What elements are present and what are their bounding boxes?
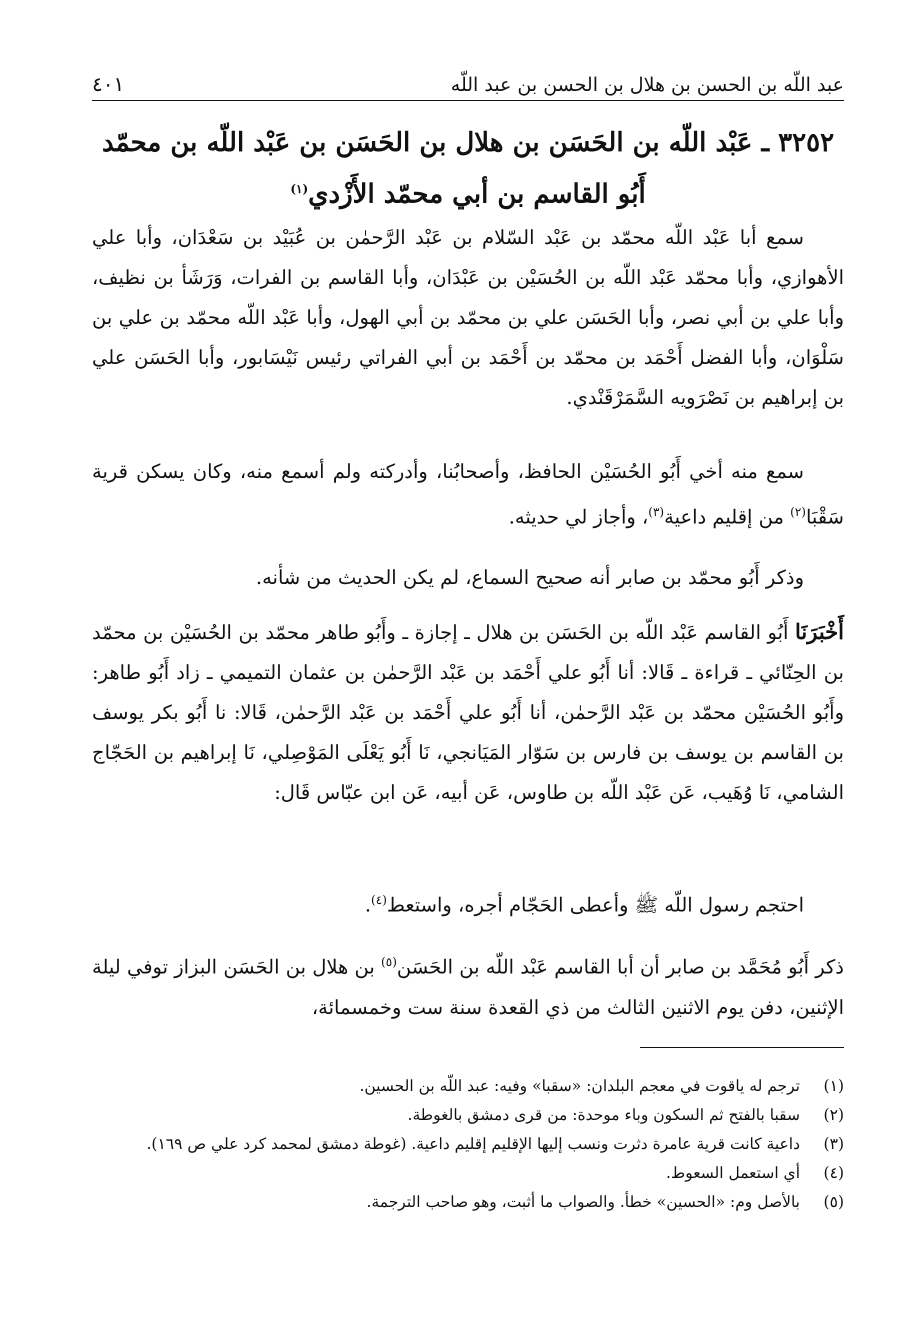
footnote-number: (٥): [823, 1193, 844, 1211]
footnote-text: ترجم له ياقوت في معجم البلدان: «سقبا» وفيه: عبد اللّه بن الحسين.: [359, 1077, 800, 1095]
paragraph-hadith: [92, 880, 844, 926]
footnote-text: أي استعمل السعوط.: [665, 1164, 800, 1182]
footnote-text: بالأصل وم: «الحسين» خطأ. والصواب ما أثبت، وهو صاحب الترجمة.: [366, 1193, 800, 1211]
footnote-number: (١): [823, 1077, 844, 1095]
paragraph-students: [92, 452, 844, 538]
paragraph-isnad: [92, 612, 844, 813]
isnad-lead-word: أَخْبَرَنَا: [795, 619, 844, 644]
footnote-ref-4: (٤): [371, 893, 387, 907]
running-header: [92, 56, 844, 101]
footnote-number: (٢): [823, 1106, 844, 1124]
footnote-item: [92, 1072, 844, 1101]
hadith-end: .: [364, 893, 372, 917]
footnote-number: (٤): [823, 1164, 844, 1182]
footnote-ref-2: (٢): [790, 505, 806, 519]
paragraph-evaluation: وذكر أَبُو محمّد بن صابر أنه صحيح السماع، لم يكن الحديث من شأنه.: [255, 566, 804, 589]
entry-title-line-1: ٣٢٥٢ ـ عَبْد اللّه بن الحَسَن بن هلال بن الحَسَن بن عَبْد اللّه بن محمّد: [101, 128, 835, 158]
entry-title-line-2: [92, 166, 844, 218]
paragraph-death-text-b: بن هلال بن الحَسَن البزاز توفي ليلة الإثنين، دفن يوم الاثنين الثالث من ذي القعدة سنة ست وخمسمائة،: [92, 955, 844, 1019]
entry-title-name: أَبُو القاسم بن أبي محمّد الأَزْدي: [308, 179, 646, 210]
footnote-divider: [640, 1047, 844, 1048]
paragraph-students-text-a: سمع منه أخي أَبُو الحُسَيْن الحافظ، وأصحابُنا، وأدركته ولم أسمع منه، وكان يسكن قرية سَقْبَا: [92, 460, 844, 529]
entry-title: [92, 120, 844, 218]
paragraph-death: [92, 942, 844, 1028]
footnote-ref-1: (١): [290, 182, 309, 196]
footnote-item: [92, 1101, 844, 1130]
hadith-text: احتجم رسول اللّه ﷺ وأعطى الحَجّام أجره، واستعط: [386, 893, 804, 917]
footnote-text: سقبا بالفتح ثم السكون وباء موحدة: من قرى دمشق بالغوطة.: [407, 1106, 800, 1124]
footnote-number: (٣): [823, 1135, 844, 1153]
page-number: ٤٠١: [92, 72, 125, 96]
paragraph-students-text-b: من إقليم داعية: [664, 505, 791, 529]
footnote-item: [92, 1188, 844, 1217]
isnad-text: أَبُو القاسم عَبْد اللّه بن الحَسَن بن هلال ـ إجازة ـ وأَبُو طاهر محمّد بن الحُسَيْن بن محمّد بن الحِنّائي ـ قراءة ـ قَالا: أنا أَبُو علي أَحْمَد بن عَبْد الرَّحمٰن بن عثمان التميمي ـ زاد أَبُو طاهر: وأَبُو الحُسَيْن محمّد بن عَبْد الرَّحمٰن، أنا أَبُو علي أَحْمَد بن عَبْد الرَّحمٰن، قَالا: نا أَبُو بكر يوسف بن القاسم بن يوسف بن فارس بن سَوّار المَيَانجي، نَا أَبُو يَعْلَى المَوْصِلي، نَا إبراهيم بن الحَجّاج الشامي، نَا وُهَيب، عَن عَبْد اللّه بن طاوس، عَن أبيه، عَن ابن عبّاس قَال:: [92, 621, 844, 804]
paragraph-teachers: سمع أبا عَبْد اللّه محمّد بن عَبْد السّلام بن عَبْد الرَّحمٰن بن عُبَيْد بن سَعْدَان، وأبا علي الأهوازي، وأبا محمّد عَبْد اللّه بن الحُسَيْن بن عَبْدَان، وأبا القاسم بن الفرات، وَرَشَأ بن نظيف، وأبا علي بن أبي نصر، وأبا الحَسَن علي بن محمّد بن أبي الهول، وأبا عَبْد اللّه محمّد بن علي بن سَلْوَان، وأبا الفضل أَحْمَد بن محمّد بن أَحْمَد بن أبي الفراتي رئيس نَيْسَابور، وأبا الحَسَن علي بن إبراهيم بن نَصْرَويه السَّمَرْقَنْدي.: [92, 226, 844, 409]
footnote-text: داعية كانت قرية عامرة دثرت ونسب إليها الإقليم إقليم داعية. (غوطة دمشق لمحمد كرد علي ص ١٦٩).: [146, 1135, 800, 1153]
footnote-ref-3: (٣): [648, 505, 665, 519]
footnote-item: [92, 1159, 844, 1188]
running-title: عبد اللّه بن الحسن بن هلال بن الحسن بن عبد اللّه: [450, 74, 844, 96]
footnotes: [92, 1072, 844, 1217]
paragraph-death-text-a: ذكر أَبُو مُحَمَّد بن صابر أن أبا القاسم عَبْد اللّه بن الحَسَن: [396, 955, 844, 979]
footnote-item: [92, 1130, 844, 1159]
footnote-ref-5: (٥): [381, 955, 397, 969]
paragraph-students-text-c: ، وأجاز لي حديثه.: [508, 505, 649, 529]
